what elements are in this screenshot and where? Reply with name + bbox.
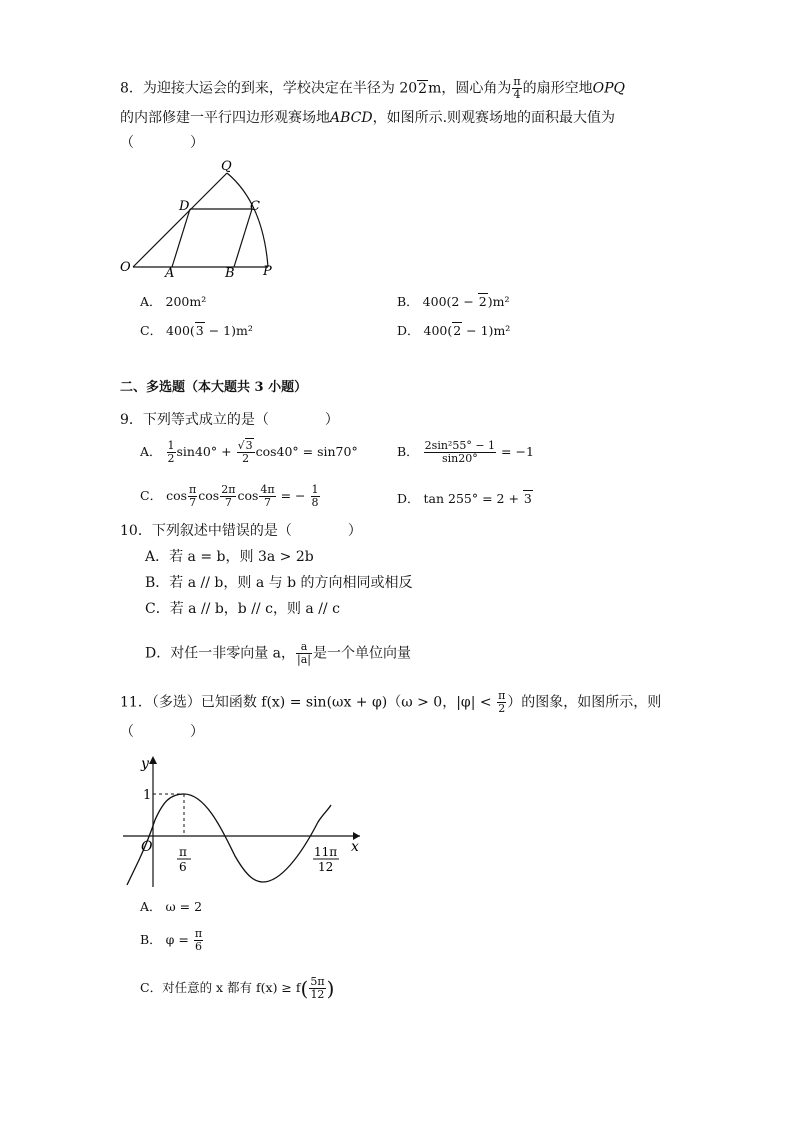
q8-line1	[120, 76, 625, 101]
t: B．	[397, 444, 419, 459]
q9-option-a[interactable]	[140, 440, 358, 465]
opq: OPQ	[592, 80, 625, 97]
den: sin20°	[441, 452, 478, 465]
q11-option-b[interactable]	[140, 928, 204, 953]
num: π	[189, 483, 197, 496]
q10-option-c[interactable]: C．若 a // b，b // c，则 a // c	[145, 601, 340, 617]
num: 4π	[260, 483, 275, 496]
den: 7	[189, 496, 197, 509]
q11-paren: （ ）	[120, 724, 204, 740]
num: 2π	[221, 483, 236, 496]
den: 2	[498, 702, 506, 715]
q11-option-c[interactable]	[140, 976, 334, 1001]
frac-pi-6	[194, 928, 203, 953]
t: cos	[198, 488, 220, 503]
arc-pq	[227, 173, 268, 267]
label-p: P	[263, 264, 272, 279]
den: 4	[513, 88, 521, 101]
frac-b	[424, 440, 496, 465]
q8-text-d: 的内部修建一平行四边形观赛场地	[120, 110, 330, 126]
frac-pi-2	[497, 690, 506, 715]
t: cos	[237, 488, 259, 503]
paren-left: (	[300, 976, 309, 1001]
den: 7	[264, 496, 271, 509]
label-six: 6	[179, 860, 187, 874]
q9-option-d[interactable]	[397, 489, 533, 509]
sqrt: 2	[453, 323, 462, 338]
label-c: C	[250, 199, 260, 214]
t: − 1)m²	[204, 323, 253, 338]
q8-paren: （ ）	[120, 135, 204, 151]
section-heading: 二、多选题（本大题共 3 小题）	[120, 380, 308, 395]
t: D．对任一非零向量 a，	[145, 645, 296, 662]
paren-right: )	[326, 976, 335, 1001]
t: D． 400(	[397, 323, 453, 338]
q8-option-c[interactable]	[140, 321, 253, 341]
abcd: ABCD	[330, 110, 373, 126]
q10-option-b[interactable]: B．若 a // b，则 a 与 b 的方向相同或相反	[145, 575, 413, 591]
den: |a|	[297, 653, 312, 666]
num: 2sin²55° − 1	[424, 439, 496, 452]
den: 2	[167, 452, 175, 465]
t: = −1	[497, 444, 534, 459]
sine-graph	[115, 752, 375, 892]
q10-option-a[interactable]: A．若 a = b，则 3a > 2b	[145, 549, 314, 565]
t: 11．（多选）已知函数 f(x) = sin(ωx + φ)（ω > 0，|φ| <	[120, 694, 497, 711]
frac-1-2	[167, 440, 176, 465]
t: B． 400(2 −	[397, 294, 478, 309]
label-x: x	[351, 839, 359, 855]
line-oq	[133, 173, 227, 267]
t: − 1)m²	[462, 323, 511, 338]
q8-line2	[120, 108, 615, 128]
sqrt: 3	[245, 439, 253, 452]
t: B． φ =	[140, 932, 193, 947]
num: √3	[237, 439, 253, 452]
frac-pi-7	[188, 484, 197, 509]
label-one: 1	[143, 788, 152, 803]
label-twelve: 12	[318, 860, 334, 874]
t: cos40° = sin70°	[255, 444, 358, 459]
t: cos	[166, 488, 188, 503]
q8-text: 8．为迎接大运会的到来，学校决定在半径为 20	[120, 80, 418, 97]
num: 1	[167, 439, 175, 452]
q8-option-b[interactable]	[397, 292, 509, 312]
q8-text-b: m，圆心角为	[428, 80, 512, 97]
num: π	[498, 689, 506, 702]
frac-4pi-7	[259, 484, 275, 509]
line-da	[172, 209, 190, 267]
label-a: A	[165, 266, 175, 280]
num: π	[194, 927, 203, 940]
frac-sqrt3-2	[237, 440, 255, 465]
pi-over-4	[512, 76, 521, 101]
sqrt: 3	[523, 491, 532, 506]
frac-unit-vector	[296, 641, 312, 666]
num: a	[296, 641, 312, 654]
num: 5π	[310, 975, 325, 988]
sqrt-2: 2	[418, 80, 428, 97]
q10-option-d[interactable]	[145, 641, 411, 666]
num: π	[513, 75, 521, 88]
t: A．	[140, 444, 162, 459]
frac-5pi-12	[309, 976, 325, 1001]
frac-1-8	[311, 484, 320, 509]
q10-stem: 10．下列叙述中错误的是（ ）	[120, 523, 362, 539]
line-cb	[234, 209, 252, 267]
t: = −	[276, 488, 310, 503]
den: 12	[310, 988, 325, 1001]
num: 1	[311, 483, 319, 496]
sqrt: 2	[478, 294, 487, 309]
label-d: D	[179, 199, 190, 214]
den: 7	[224, 496, 232, 509]
q8-option-a[interactable]: A． 200m²	[140, 294, 207, 309]
q9-option-b[interactable]	[397, 440, 534, 465]
label-o: O	[120, 260, 131, 275]
den: 8	[311, 496, 319, 509]
t: )m²	[487, 294, 510, 309]
q9-stem: 9．下列等式成立的是（ ）	[120, 412, 339, 428]
sector-figure	[115, 155, 285, 280]
q8-option-d[interactable]	[397, 321, 510, 341]
label-origin: O	[141, 839, 153, 855]
frac-2pi-7	[220, 484, 236, 509]
y-axis-arrow	[149, 756, 157, 764]
q8-text-e: ，如图所示.则观赛场地的面积最大值为	[372, 110, 616, 126]
q9-option-c[interactable]	[140, 484, 321, 509]
label-pi: π	[179, 845, 187, 859]
label-q: Q	[221, 159, 232, 174]
t: C．	[140, 488, 163, 503]
t: C． 400(	[140, 323, 195, 338]
q11-option-a[interactable]: A． ω = 2	[140, 899, 203, 914]
q11-stem	[120, 690, 661, 715]
q8-text-c: 的扇形空地	[522, 80, 593, 97]
label-11pi: 11π	[314, 845, 338, 859]
t: ）的图象，如图所示，则	[507, 694, 662, 711]
t: sin40° +	[176, 444, 236, 459]
sine-curve	[127, 794, 334, 885]
sqrt: 3	[195, 323, 204, 338]
t: 是一个单位向量	[313, 645, 412, 662]
den: 6	[194, 940, 202, 953]
t: D． tan 255° = 2 +	[397, 491, 523, 506]
den: 2	[242, 452, 250, 465]
t: C．对任意的 x 都有 f(x) ≥ f	[140, 980, 301, 995]
label-b: B	[225, 266, 235, 280]
label-y: y	[141, 756, 149, 772]
